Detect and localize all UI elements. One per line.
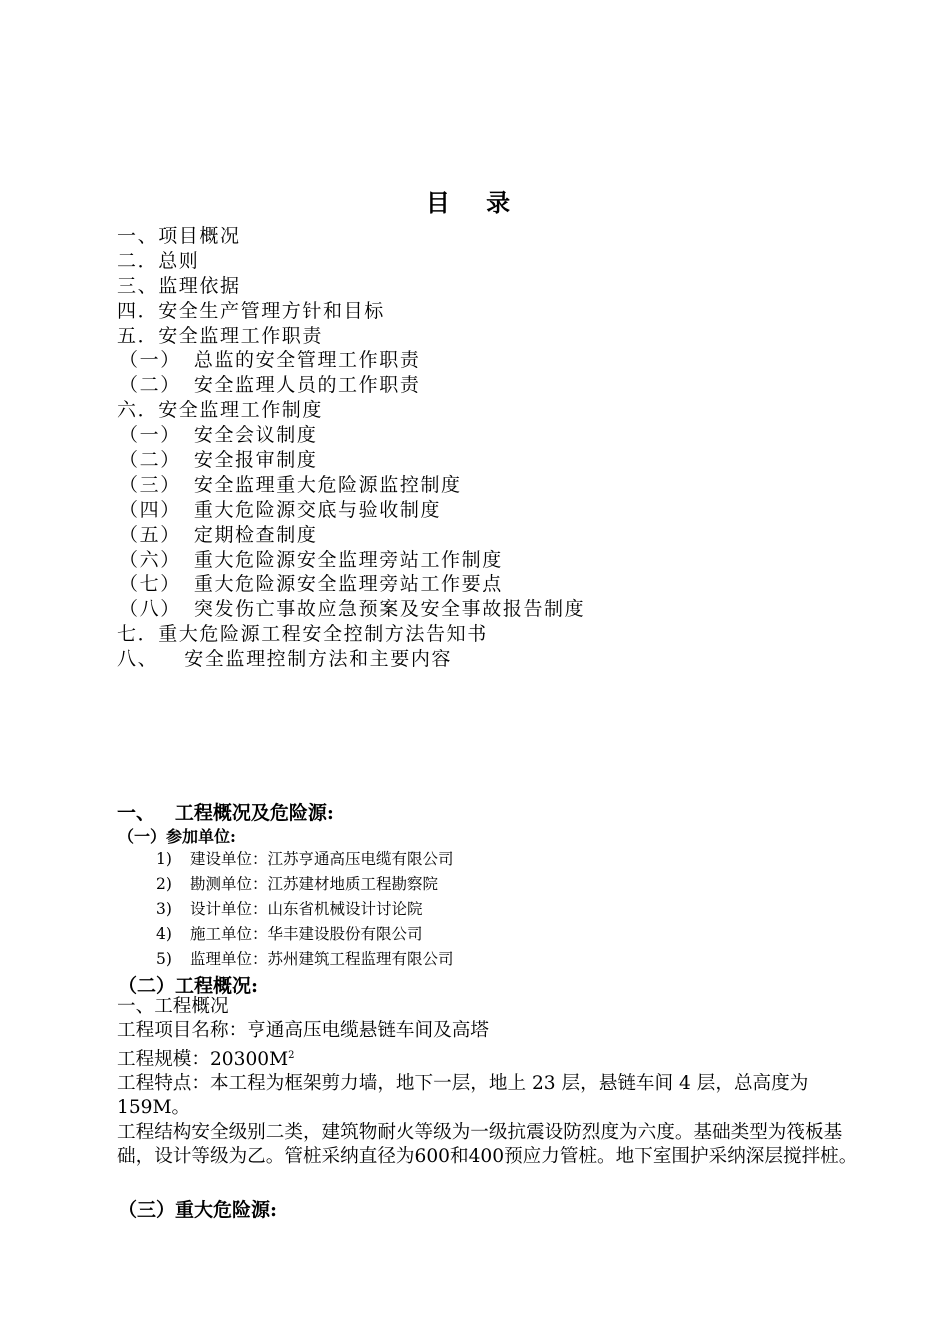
hazards-heading: （三）重大危险源: [118,1199,278,1221]
toc-item: 二．总则 [117,249,200,272]
section-heading: 一、 工程概况及危险源: [117,802,334,824]
toc-item: （一） 总监的安全管理工作职责 [119,349,421,372]
project-scale [117,1044,877,1072]
toc-item: 四．安全生产管理方针和目标 [117,299,385,322]
overview-body [117,995,877,1169]
overview-line: 一、工程概况 [117,996,229,1017]
overview-heading: （二）工程概况: [118,975,259,997]
list-number: 4) [156,925,172,943]
list-item [156,922,454,947]
participants-heading: （一）参加单位: [118,827,236,846]
toc-item: （四） 重大危险源交底与验收制度 [119,498,442,521]
list-text: 勘测单位：江苏建材地质工程勘察院 [190,875,439,893]
toc-item: （五） 定期检查制度 [119,523,318,546]
toc-item: （二） 安全报审制度 [119,449,318,472]
list-item [156,947,454,972]
list-item [156,872,454,897]
toc-item: （八） 突发伤亡事故应急预案及安全事故报告制度 [119,598,586,621]
list-text: 设计单位：山东省机械设计讨论院 [190,900,423,918]
toc-item: 三、监理依据 [117,274,241,297]
list-text: 监理单位：苏州建筑工程监理有限公司 [190,950,454,968]
list-number: 2) [156,875,172,893]
toc-item: 七．重大危险源工程安全控制方法告知书 [117,623,488,646]
toc-item: （六） 重大危险源安全监理旁站工作制度 [119,548,503,571]
project-features: 工程特点：本工程为框架剪力墙，地下一层，地上 23 层，悬链车间 4 层，总高度为 159M。 [117,1073,809,1119]
toc-item: （二） 安全监理人员的工作职责 [119,374,421,397]
table-of-contents [117,224,877,672]
list-number: 1) [156,850,172,868]
toc-item: 一、项目概况 [117,225,241,247]
list-text: 建设单位：江苏亨通高压电缆有限公司 [190,850,454,868]
toc-item: （一） 安全会议制度 [119,424,318,447]
scale-text: 工程规模：20300M [117,1048,289,1070]
list-item [156,847,454,872]
project-name: 工程项目名称：亨通高压电缆悬链车间及高塔 [117,1020,489,1042]
list-number: 5) [156,950,172,968]
toc-item: 六．安全监理工作制度 [117,399,324,422]
toc-item: 五．安全监理工作职责 [117,324,324,347]
toc-item: 八、 安全监理控制方法和主要内容 [117,648,453,671]
toc-item: （三） 安全监理重大危险源监控制度 [119,473,462,496]
toc-title: 目 录 [425,188,525,217]
participant-list [156,847,454,972]
list-number: 3) [156,900,172,918]
project-structure: 工程结构安全级别二类，建筑物耐火等级为一级抗震设防烈度为六度。基础类型为筏板基础，设计等级为乙。管桩采纳直径为600和400预应力管桩。地下室围护采纳深层搅拌桩。 [117,1121,858,1167]
scale-superscript: 2 [288,1049,295,1061]
toc-item: （七） 重大危险源安全监理旁站工作要点 [119,573,503,596]
list-text: 施工单位：华丰建设股份有限公司 [190,925,423,943]
list-item [156,897,454,922]
